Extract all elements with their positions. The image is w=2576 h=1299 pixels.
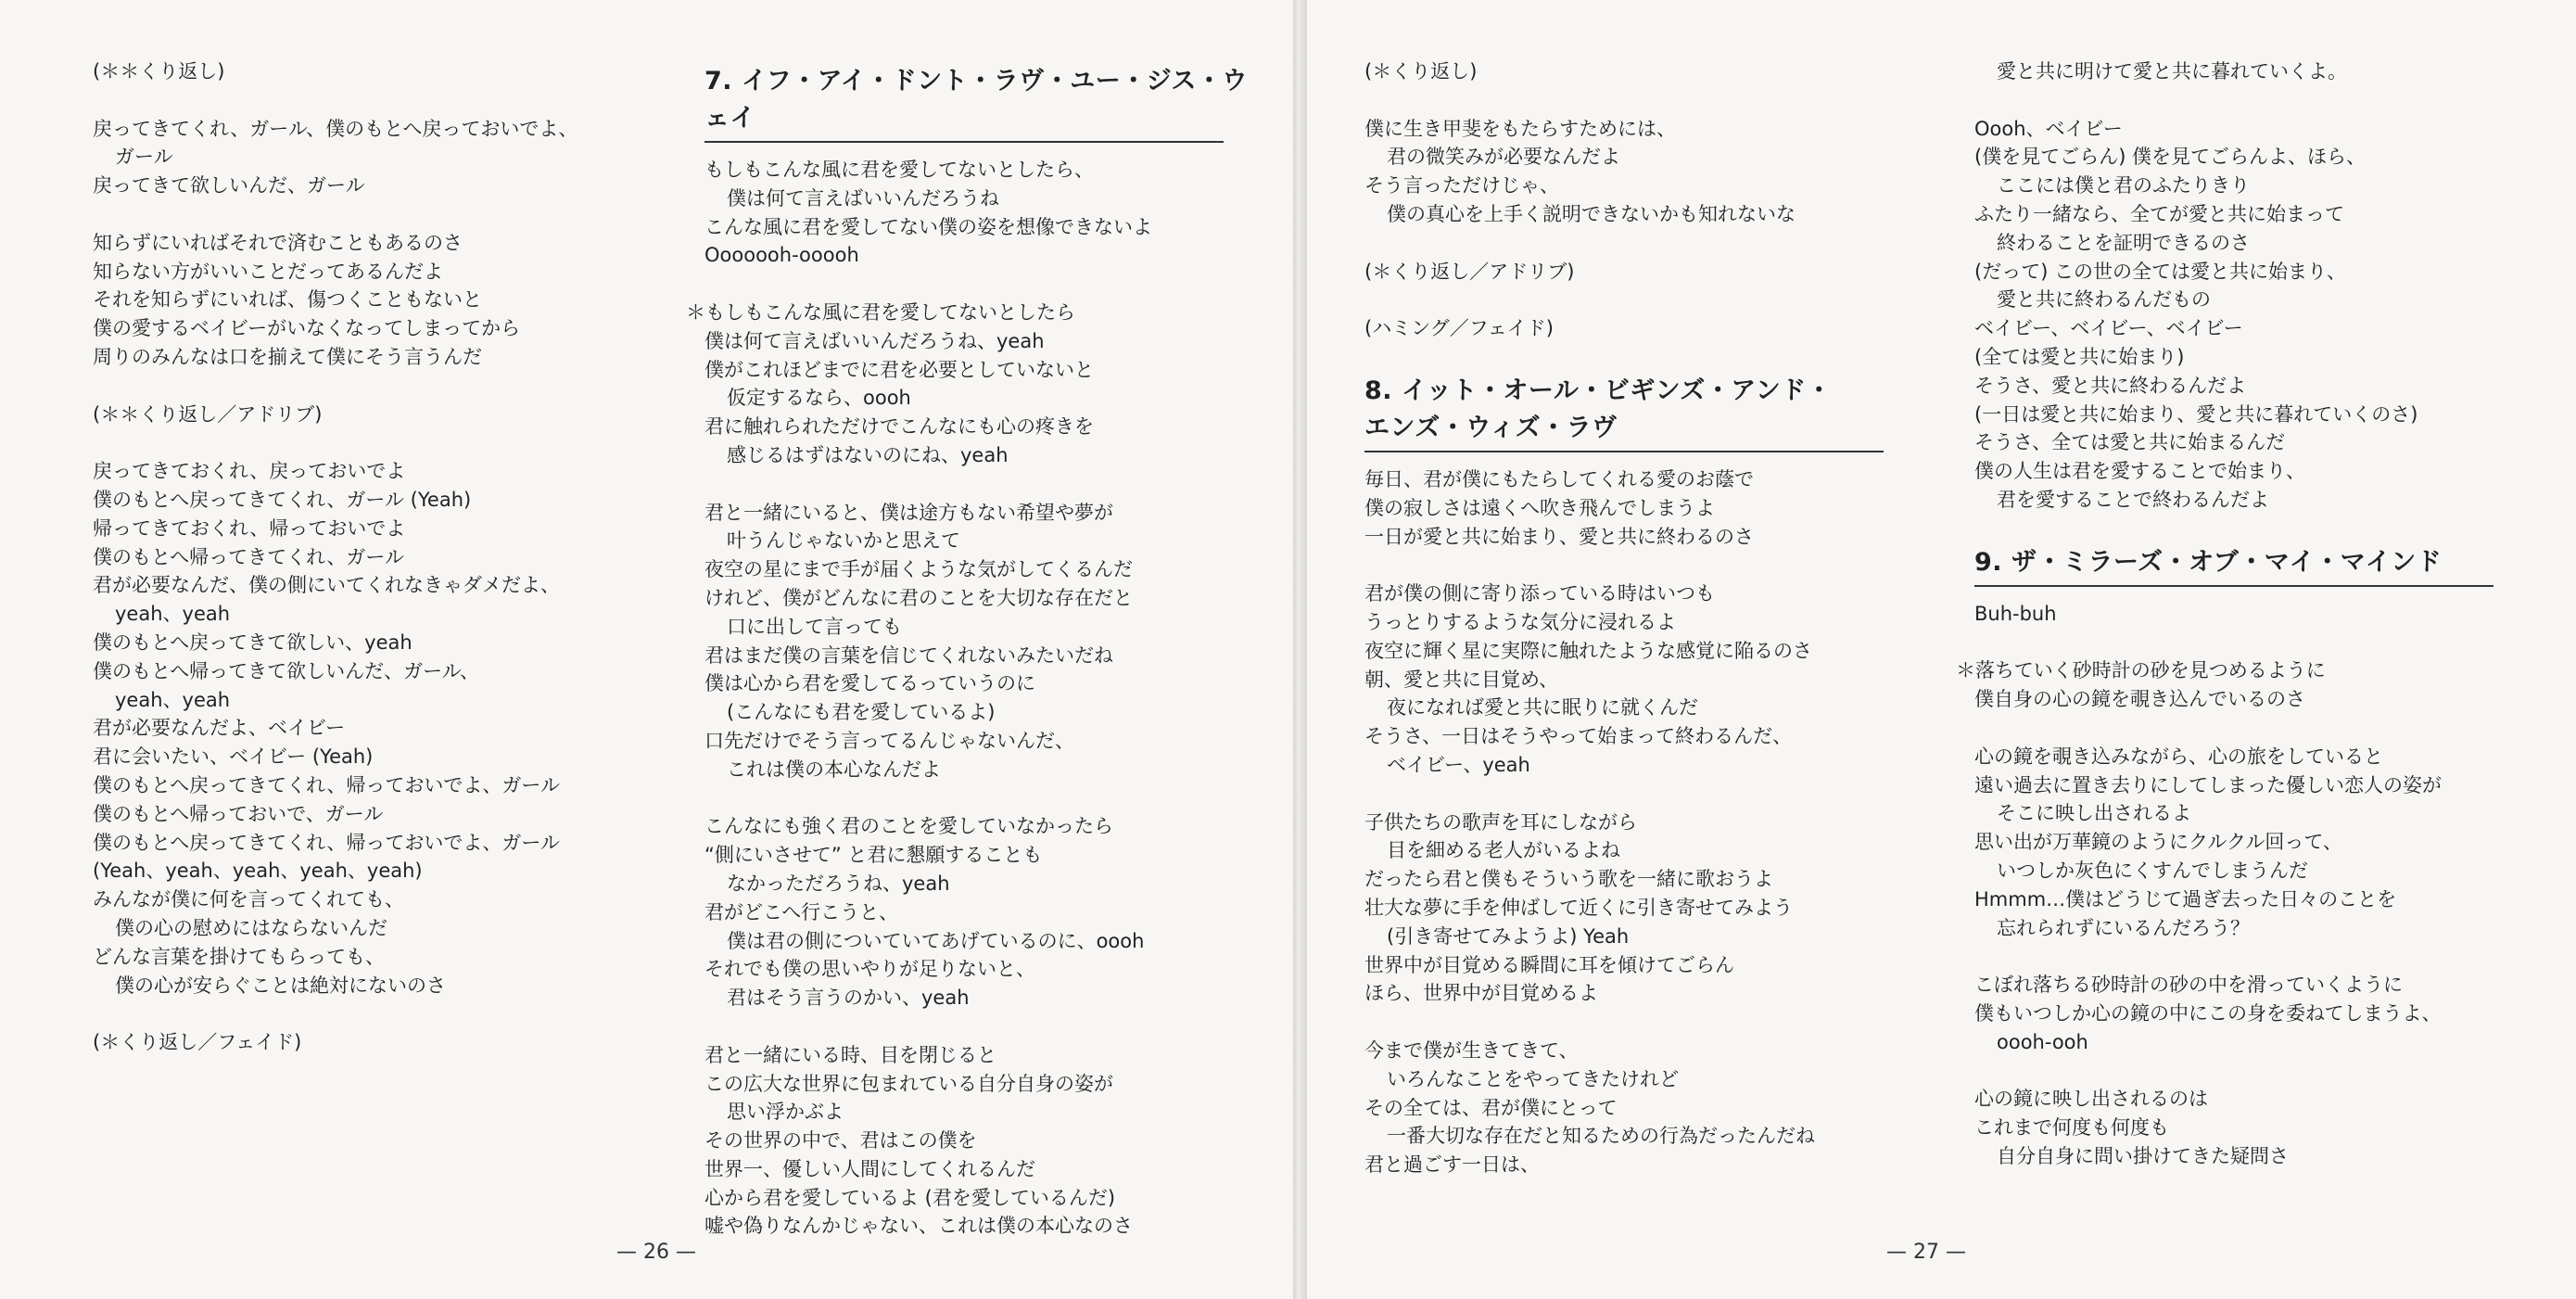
lyric-line: 僕に生き甲斐をもたらすためには、 bbox=[1364, 117, 1676, 140]
lyric-line: 思い浮かぶよ bbox=[727, 1101, 844, 1124]
lyric-line: こんなにも強く君のことを愛していなかったら bbox=[704, 815, 1113, 838]
blank-line bbox=[1974, 1057, 2540, 1086]
lyric-line: 子供たちの歌声を耳にしながら bbox=[1364, 810, 1637, 834]
song-title-8 bbox=[1364, 373, 1930, 447]
lyric-line: 心の鏡に映し出されるのは bbox=[1974, 1088, 2208, 1111]
lyric-line: 僕自身の心の鏡を覗き込んでいるのさ bbox=[1974, 688, 2305, 711]
booklet-gutter bbox=[1293, 0, 1307, 1299]
blank-line bbox=[1974, 714, 2540, 743]
blank-line bbox=[1364, 1008, 1930, 1037]
lyric-line: 叶うんじゃないかと思えて bbox=[727, 529, 960, 553]
lyric-line: 嘘や偽りなんかじゃない、これは僕の本心なのさ bbox=[704, 1215, 1133, 1238]
lyric-line: (全ては愛と共に始まり) bbox=[1974, 345, 2185, 368]
lyric-line: 夜になれば愛と共に眠りに就くんだ bbox=[1387, 696, 1698, 720]
lyric-line: (だって) この世の全ては愛と共に始まり、 bbox=[1974, 260, 2347, 283]
lyric-line: 君が必要なんだよ、ベイビー bbox=[93, 717, 346, 740]
lyric-line: だったら君と僕もそういう歌を一緒に歌おうよ bbox=[1364, 868, 1773, 891]
lyric-line: いろんなことをやってきたけれど bbox=[1387, 1067, 1679, 1090]
lyric-line: 周りのみんなは口を揃えて僕にそう言うんだ bbox=[93, 345, 482, 368]
lyric-line: 仮定するなら、oooh bbox=[727, 387, 911, 410]
blank-line bbox=[1364, 286, 1930, 314]
lyric-line: 僕は心から君を愛してるっていうのに bbox=[704, 672, 1035, 695]
lyric-line: その全ては、君が僕にとって bbox=[1364, 1096, 1618, 1119]
lyric-line: 僕のもとへ戻ってきてくれ、帰っておいでよ、ガール bbox=[93, 773, 560, 796]
lyric-line: 僕のもとへ戻ってきてくれ、ガール (Yeah) bbox=[93, 488, 472, 511]
lyric-line: ガール bbox=[115, 146, 173, 169]
lyric-line: 口に出して言っても bbox=[727, 615, 902, 638]
lyric-line: どんな言葉を掛けてもらっても、 bbox=[93, 945, 385, 968]
title-rule bbox=[1364, 451, 1884, 452]
blank-line bbox=[1364, 780, 1930, 809]
lyric-line: oooh-ooh bbox=[1997, 1030, 2088, 1053]
lyric-line: 朝、愛と共に目覚め、 bbox=[1364, 668, 1559, 691]
lyric-line: 遠い過去に置き去りにしてしまった優しい恋人の姿が bbox=[1974, 773, 2442, 796]
lyric-line: (一日は愛と共に始まり、愛と共に暮れていくのさ) bbox=[1974, 402, 2418, 426]
lyric-line: 君と過ごす一日は、 bbox=[1364, 1153, 1540, 1177]
lyric-line: 毎日、君が僕にもたらしてくれる愛のお蔭で bbox=[1364, 467, 1754, 490]
lyric-line: ふたり一緒なら、全てが愛と共に始まって bbox=[1974, 202, 2344, 225]
lyric-line: 思い出が万華鏡のようにクルクル回って、 bbox=[1974, 831, 2342, 854]
lyric-line: 終わることを証明できるのさ bbox=[1997, 231, 2250, 254]
blank-line bbox=[93, 1000, 658, 1028]
lyric-line: (＊くり返し／アドリブ) bbox=[1364, 260, 1575, 283]
song-title-line: エンズ・ウィズ・ラヴ bbox=[1364, 413, 1618, 442]
song-title-7 bbox=[704, 63, 1270, 137]
lyric-line: 戻ってきてくれ、ガール、僕のもとへ戻っておいでよ、 bbox=[93, 117, 578, 140]
blank-line bbox=[93, 372, 658, 401]
lyric-line: 知らずにいればそれで済むこともあるのさ bbox=[93, 231, 463, 254]
lyric-line: (＊＊くり返し／アドリブ) bbox=[93, 402, 323, 426]
page-number: — 27 — bbox=[1886, 1241, 1966, 1264]
blank-line bbox=[704, 784, 1270, 813]
lyric-line: (引き寄せてみようよ) Yeah bbox=[1387, 924, 1630, 948]
blank-line bbox=[1364, 229, 1930, 258]
lyric-line: 君と一緒にいると、僕は途方もない希望や夢が bbox=[704, 501, 1113, 524]
lyric-line: うっとりするような気分に浸れるよ bbox=[1364, 610, 1676, 633]
lyrics-block bbox=[93, 57, 658, 1057]
blank-line bbox=[93, 86, 658, 115]
lyric-line: 僕は何て言えばいいんだろうね bbox=[727, 186, 999, 210]
lyric-line: (＊＊くり返し) bbox=[93, 60, 225, 83]
lyric-line: こぼれ落ちる砂時計の砂の中を滑っていくように bbox=[1974, 974, 2403, 997]
right-column-1 bbox=[1364, 57, 1930, 1179]
lyric-line: その世界の中で、君はこの僕を bbox=[704, 1129, 977, 1153]
lyric-line: 知らない方がいいことだってあるんだよ bbox=[93, 260, 443, 283]
lyric-line: 愛と共に終わるんだもの bbox=[1997, 288, 2211, 312]
left-column-2 bbox=[686, 57, 1270, 1241]
lyric-line: yeah、yeah bbox=[115, 603, 231, 626]
lyric-line: Hmmm…僕はどうじて過ぎ去った日々のことを bbox=[1974, 887, 2397, 911]
lyric-line: 君を愛することで終わるんだよ bbox=[1997, 488, 2269, 511]
lyric-line: ベイビー、ベイビー、ベイビー bbox=[1974, 317, 2243, 340]
lyric-line: ＊落ちていく砂時計の砂を見つめるように bbox=[1956, 659, 2326, 682]
lyric-line: そう言っただけじゃ、 bbox=[1364, 174, 1559, 197]
lyric-line: Oooh、ベイビー bbox=[1974, 117, 2123, 140]
lyric-line: もしもこんな風に君を愛してないとしたら、 bbox=[704, 159, 1094, 181]
lyric-line: 君はまだ僕の言葉を信じてくれないみたいだね bbox=[704, 643, 1113, 667]
lyric-line: ここには僕と君のふたりきり bbox=[1997, 174, 2250, 197]
blank-line bbox=[1364, 86, 1930, 115]
lyric-line: みんなが僕に何を言ってくれても、 bbox=[93, 888, 404, 911]
lyric-line: 口先だけでそう言ってるんじゃないんだ、 bbox=[704, 729, 1074, 752]
lyric-line: 君と一緒にいる時、目を閉じると bbox=[704, 1043, 996, 1066]
lyric-line: こんな風に君を愛してない僕の姿を想像できないよ bbox=[704, 215, 1152, 238]
lyric-line: (Yeah、yeah、yeah、yeah、yeah) bbox=[93, 860, 423, 883]
lyric-line: 僕の愛するベイビーがいなくなってしまってから bbox=[93, 317, 521, 340]
lyric-line: 自分自身に問い掛けてきた疑問さ bbox=[1997, 1144, 2289, 1167]
lyric-line: 僕の寂しさは遠くへ吹き飛んでしまうよ bbox=[1364, 496, 1715, 519]
lyric-line: Buh-buh bbox=[1974, 602, 2057, 625]
lyric-line: (こんなにも君を愛しているよ) bbox=[727, 701, 996, 724]
title-rule bbox=[704, 141, 1224, 143]
lyric-line: そうさ、全ては愛と共に始まるんだ bbox=[1974, 431, 2286, 454]
lyric-line: Ooooooh-ooooh bbox=[704, 244, 859, 267]
lyric-line: 僕もいつしか心の鏡の中にこの身を委ねてしまうよ、 bbox=[1974, 1001, 2442, 1025]
lyric-line: この広大な世界に包まれている自分自身の姿が bbox=[704, 1072, 1113, 1095]
lyric-line: それを知らずにいれば、傷つくこともないと bbox=[93, 288, 482, 312]
song-title-9 bbox=[1974, 544, 2540, 581]
lyric-line: 夜空の星にまで手が届くような気がしてくるんだ bbox=[704, 558, 1133, 581]
lyric-line: 心の鏡を覗き込みながら、心の旅をしていると bbox=[1974, 745, 2383, 768]
lyric-line: いつしか灰色にくすんでしまうんだ bbox=[1997, 859, 2308, 882]
lyric-line: 僕のもとへ戻ってきて欲しい、yeah bbox=[93, 630, 412, 654]
lyric-line: 壮大な夢に手を伸ばして近くに引き寄せてみよう bbox=[1364, 896, 1793, 919]
lyric-line: 世界中が目覚める瞬間に耳を傾けてごらん bbox=[1364, 953, 1734, 976]
lyric-line: 世界一、優しい人間にしてくれるんだ bbox=[704, 1157, 1035, 1180]
lyric-line: これは僕の本心なんだよ bbox=[727, 758, 941, 781]
lyric-line: なかっただろうね、yeah bbox=[727, 872, 950, 895]
lyric-line: 帰ってきておくれ、帰っておいでよ bbox=[93, 516, 406, 540]
lyric-line: 君がどこへ行こうと、 bbox=[704, 900, 899, 923]
blank-line bbox=[93, 428, 658, 457]
blank-line bbox=[1974, 942, 2540, 971]
lyric-line: yeah、yeah bbox=[115, 688, 231, 711]
lyric-line: (僕を見てごらん) 僕を見てごらんよ、ほら、 bbox=[1974, 146, 2367, 169]
lyric-line: これまで何度も何度も bbox=[1974, 1116, 2169, 1140]
title-rule bbox=[1974, 585, 2494, 587]
lyric-line: 僕がこれほどまでに君を必要としていないと bbox=[704, 358, 1094, 381]
lyric-line: 夜空に輝く星に実際に触れたような感覚に陥るのさ bbox=[1364, 639, 1812, 662]
lyric-line: 僕の心の慰めにはならないんだ bbox=[115, 916, 387, 939]
lyric-line: 君に触れられただけでこんなにも心の疼きを bbox=[704, 415, 1094, 439]
blank-line bbox=[704, 1012, 1270, 1041]
lyric-line: “側にいさせて” と君に懇願することも bbox=[704, 844, 1043, 867]
song-title-line: 8. イット・オール・ビギンズ・アンド・ bbox=[1364, 376, 1833, 405]
lyric-line: 今まで僕が生きてきて、 bbox=[1364, 1038, 1579, 1062]
lyric-line: 僕の人生は君を愛することで始まり、 bbox=[1974, 460, 2305, 483]
lyric-line: (ハミング／フェイド) bbox=[1364, 317, 1554, 340]
lyric-line: 戻ってきて欲しいんだ、ガール bbox=[93, 174, 365, 197]
lyric-line: 君が必要なんだ、僕の側にいてくれなきゃダメだよ、 bbox=[93, 574, 560, 597]
lyric-line: 君はそう言うのかい、yeah bbox=[727, 987, 970, 1010]
lyric-line: (＊くり返し／フェイド) bbox=[93, 1031, 302, 1054]
lyric-line: 僕のもとへ戻ってきてくれ、帰っておいでよ、ガール bbox=[93, 831, 560, 854]
page-number: — 26 — bbox=[616, 1241, 696, 1264]
song-title-line: 9. ザ・ミラーズ・オブ・マイ・マインド bbox=[1974, 547, 2443, 577]
lyric-line: 僕のもとへ帰ってきてくれ、ガール bbox=[93, 545, 404, 568]
lyrics-block bbox=[1364, 57, 1930, 343]
lyric-line: ＊もしもこんな風に君を愛してないとしたら bbox=[686, 300, 1075, 324]
right-column-2 bbox=[1956, 57, 2540, 1171]
lyric-line: 愛と共に明けて愛と共に暮れていくよ。 bbox=[1997, 60, 2347, 83]
lyric-line: 感じるはずはないのにね、yeah bbox=[727, 443, 1009, 466]
lyric-line: 目を細める老人がいるよね bbox=[1387, 839, 1620, 862]
lyric-line: そうさ、一日はそうやって始まって終わるんだ、 bbox=[1364, 725, 1793, 748]
lyric-line: 僕のもとへ帰ってきて欲しいんだ、ガール、 bbox=[93, 659, 480, 682]
lyric-line: 忘れられずにいるんだろう？ bbox=[1997, 916, 2250, 939]
lyric-line: そこに映し出されるよ bbox=[1997, 802, 2191, 825]
blank-line bbox=[1974, 629, 2540, 657]
lyric-line: 君に会いたい、ベイビー (Yeah) bbox=[93, 745, 374, 769]
lyric-line: そうさ、愛と共に終わるんだよ bbox=[1974, 374, 2247, 397]
lyric-line: 僕は何て言えばいいんだろうね、yeah bbox=[704, 329, 1045, 352]
lyric-line: 一日が愛と共に始まり、愛と共に終わるのさ bbox=[1364, 525, 1754, 548]
lyrics-block bbox=[1956, 600, 2540, 1171]
lyric-line: 僕のもとへ帰っておいで、ガール bbox=[93, 802, 384, 825]
blank-line bbox=[1974, 86, 2540, 115]
lyrics-block bbox=[1974, 57, 2540, 515]
lyric-line: 君の微笑みが必要なんだよ bbox=[1387, 146, 1620, 169]
lyric-line: 一番大切な存在だと知るための行為だったんだね bbox=[1387, 1125, 1815, 1148]
lyrics-block bbox=[1364, 465, 1930, 1179]
lyric-line: 僕の真心を上手く説明できないかも知れないな bbox=[1387, 202, 1796, 225]
lyric-line: 君が僕の側に寄り添っている時はいつも bbox=[1364, 582, 1715, 605]
lyric-line: けれど、僕がどんなに君のことを大切な存在だと bbox=[704, 586, 1133, 609]
lyric-line: 僕は君の側についていてあげているのに、oooh bbox=[727, 929, 1145, 952]
lyric-line: 戻ってきておくれ、戻っておいでよ bbox=[93, 460, 406, 483]
left-column-1 bbox=[93, 57, 658, 1057]
lyric-line: 僕の心が安らぐことは絶対にないのさ bbox=[115, 974, 446, 997]
lyric-line: それでも僕の思いやりが足りないと、 bbox=[704, 958, 1035, 981]
lyrics-block bbox=[686, 156, 1270, 1241]
lyric-line: (＊くり返し) bbox=[1364, 60, 1478, 83]
lyric-line: 心から君を愛しているよ (君を愛しているんだ) bbox=[704, 1186, 1116, 1209]
blank-line bbox=[93, 200, 658, 229]
blank-line bbox=[704, 270, 1270, 299]
blank-line bbox=[704, 470, 1270, 499]
blank-line bbox=[1364, 551, 1930, 579]
lyric-line: ベイビー、yeah bbox=[1387, 753, 1530, 776]
lyric-line: ほら、世界中が目覚めるよ bbox=[1364, 982, 1598, 1005]
song-title-line: 7. イフ・アイ・ドント・ラヴ・ユー・ジス・ウェイ bbox=[704, 67, 1248, 133]
page-27 bbox=[1307, 0, 2576, 1299]
